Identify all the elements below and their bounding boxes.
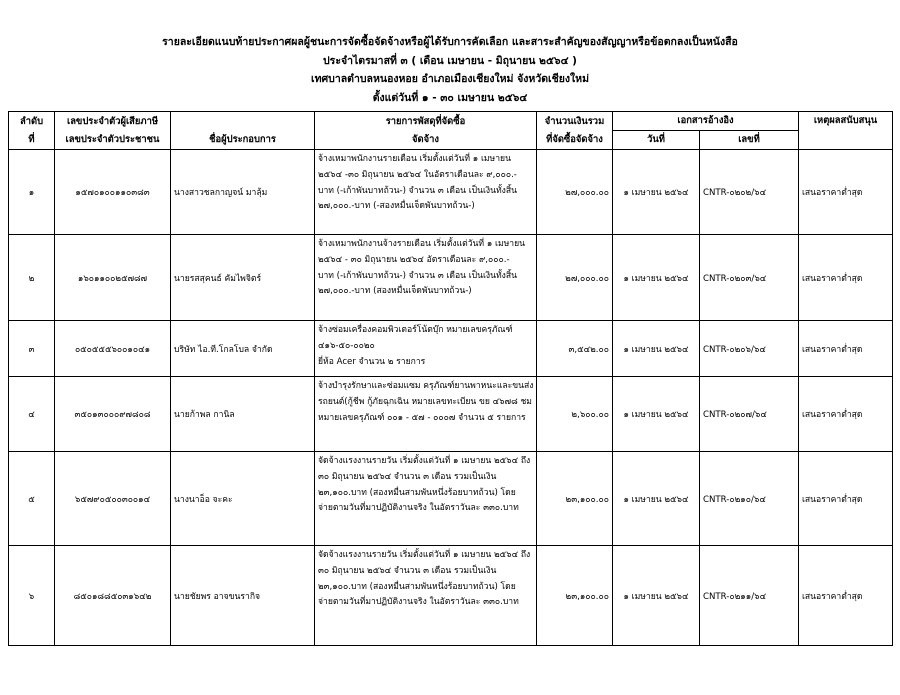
row-detail-line: หมายเลขครุภัณฑ์ ๐๐๑ - ๕๗ - ๐๐๐๗ จำนวน ๕ รายการ — [318, 412, 526, 423]
row-order-cell: ๓ — [9, 321, 55, 377]
row-detail-cell — [315, 546, 537, 646]
row-amount-cell: ๒,๖๐๐.๐๐ — [537, 377, 613, 452]
table-row — [9, 452, 893, 546]
col-order-label-1: ลำดับ — [19, 115, 44, 127]
row-detail-line: จ่ายตามวันที่มาปฏิบัติงานจริง ในอัตราวันละ ๓๓๐.บาท — [318, 597, 519, 608]
row-date-cell: ๑ เมษายน ๒๕๖๔ — [613, 321, 700, 377]
table-row — [9, 546, 893, 646]
row-taxid-cell: ๘๕๐๑๘๘๕๐๓๑๖๔๒ — [55, 546, 171, 646]
row-order-cell: ๕ — [9, 452, 55, 546]
row-detail-line: รถยนต์(กู้ชีพ กู้ภัยฉุกเฉิน หมายเลขทะเบียน ขย ๔๖๗๘ ชม — [318, 396, 532, 407]
row-taxid-cell: ๑๖๐๑๑๐๐๒๕๗๘๗ — [55, 235, 171, 321]
table-header-row-1 — [9, 112, 893, 131]
row-detail-line: ๒๗,๐๐๐.-บาท (สองหมื่นเจ็ดพันบาทถ้วน-) — [318, 286, 472, 297]
row-detail-line: จัดจ้างแรงงานรายวัน เริ่มตั้งแต่วันที่ ๑ เมษายน ๒๕๖๔ ถึง — [318, 550, 531, 560]
row-reason-cell: เสนอราคาต่ำสุด — [799, 377, 893, 452]
row-order-cell: ๔ — [9, 377, 55, 452]
row-amount-cell: ๒๗,๐๐๐.๐๐ — [537, 235, 613, 321]
col-reason-header: เหตุผลสนับสนุน — [799, 112, 893, 150]
row-amount-cell: ๒๓,๑๐๐.๐๐ — [537, 452, 613, 546]
row-detail-line: จ่ายตามวันที่มาปฏิบัติงานจริง ในอัตราวันละ ๓๓๐.บาท — [318, 503, 519, 514]
row-date-cell: ๑ เมษายน ๒๕๖๔ — [613, 452, 700, 546]
col-vendor-label: ชื่อผู้ประกอบการ — [209, 134, 276, 145]
row-order-cell: ๖ — [9, 546, 55, 646]
header-organization: เทศบาลตำบลหนองหอย อำเภอเมืองเชียงใหม่ จังหวัดเชียงใหม่ — [310, 73, 589, 85]
row-vendor-cell: นางสาวชลกาญจน์ มาลุ้ม — [171, 150, 315, 235]
procurement-table — [8, 111, 893, 646]
col-ref-no-header: เลขที่ — [700, 131, 799, 150]
row-ref-no-cell: CNTR-๐๒๐๖/๖๔ — [700, 321, 799, 377]
row-amount-cell: ๓,๕๔๒.๐๐ — [537, 321, 613, 377]
col-taxid-label-1: เลขประจำตัวผู้เสียภาษี — [66, 115, 159, 127]
header-title: รายละเอียดแนบท้ายประกาศผลผู้ชนะการจัดซื้อจัดจ้างหรือผู้ได้รับการคัดเลือก และสาระสำคัญของสัญญาหรือข้อตกลงเป็นหนังสือ — [162, 36, 738, 48]
row-date-cell: ๑ เมษายน ๒๕๖๔ — [613, 150, 700, 235]
row-detail-line: ๓๐ มิถุนายน ๒๕๖๔ จำนวน ๓ เดือน รวมเป็นเงิน — [318, 471, 497, 482]
table-row — [9, 377, 893, 452]
row-detail-cell — [315, 377, 537, 452]
row-ref-no-cell: CNTR-๐๒๐๓/๖๔ — [700, 235, 799, 321]
row-vendor-cell: นายชัยพร อาจขนรากิจ — [171, 546, 315, 646]
row-detail-line: จัดจ้างแรงงานรายวัน เริ่มตั้งแต่วันที่ ๑ เมษายน ๒๕๖๔ ถึง — [318, 456, 531, 466]
table-body — [9, 150, 893, 646]
row-vendor-cell: นางนาอ็อ จะคะ — [171, 452, 315, 546]
row-detail-line: ๒๕๖๔ -๓๐ มิถุนายน ๒๕๖๔ ในอัตราเดือนละ ๙,๐๐๐.- — [318, 169, 517, 180]
header-quarter: ประจำไตรมาสที่ ๓ ( เดือน เมษายน - มิถุนายน ๒๕๖๔ ) — [323, 54, 577, 67]
row-detail-line: ยี่ห้อ Acer จำนวน ๒ รายการ — [318, 356, 426, 367]
col-items-header — [315, 112, 537, 150]
col-amount-header — [537, 112, 613, 150]
row-detail-line: บาท (-เก้าพันบาทถ้วน-) จำนวน ๓ เดือน เป็นเงินทั้งสิ้น — [318, 185, 517, 196]
row-taxid-cell: ๓๕๐๑๓๐๐๐๙๗๘๐๘ — [55, 377, 171, 452]
row-taxid-cell: ๐๕๐๕๕๕๖๐๐๑๐๔๑ — [55, 321, 171, 377]
row-detail-line: ๒๓,๑๐๐.บาท (สองหมื่นสามพันหนึ่งร้อยบาทถ้วน) โดย — [318, 487, 516, 498]
row-detail-line: ๔๑๖-๕๐-๐๐๒๐ — [318, 340, 375, 351]
row-order-cell: ๒ — [9, 235, 55, 321]
row-taxid-cell: ๑๕๗๐๑๐๐๑๑๐๓๘๓ — [55, 150, 171, 235]
row-vendor-cell: บริษัท ไอ.ที.โกลโบล จำกัด — [171, 321, 315, 377]
row-detail-line: ๒๗,๐๐๐.-บาท (-สองหมื่นเจ็ดพันบาทถ้วน-) — [318, 201, 475, 212]
row-detail-line: จ้างเหมาพนักงานจ้างรายเดือน เริ่มตั้งแต่วันที่ ๑ เมษายน — [318, 239, 526, 249]
col-amount-label-1: จำนวนเงินรวม — [544, 115, 605, 127]
col-reference-group-header: เอกสารอ้างอิง — [613, 112, 799, 131]
row-detail-line: จ้างเหมาพนักงานรายเดือน เริ่มตั้งแต่วันที่ ๑ เมษายน — [318, 154, 511, 164]
row-amount-cell: ๒๓,๑๐๐.๐๐ — [537, 546, 613, 646]
row-reason-cell: เสนอราคาต่ำสุด — [799, 150, 893, 235]
row-detail-line: ๒๓,๑๐๐.บาท (สองหมื่นสามพันหนึ่งร้อยบาทถ้วน) โดย — [318, 581, 516, 592]
col-vendor-header — [171, 112, 315, 150]
row-detail-line: บาท (-เก้าพันบาทถ้วน-) จำนวน ๓ เดือน เป็นเงินทั้งสิ้น — [318, 270, 517, 281]
row-date-cell: ๑ เมษายน ๒๕๖๔ — [613, 235, 700, 321]
table-row — [9, 235, 893, 321]
row-taxid-cell: ๖๕๗๙๐๕๐๐๓๐๐๑๔ — [55, 452, 171, 546]
row-date-cell: ๑ เมษายน ๒๕๖๔ — [613, 377, 700, 452]
row-date-cell: ๑ เมษายน ๒๕๖๔ — [613, 546, 700, 646]
row-detail-cell — [315, 321, 537, 377]
row-detail-cell — [315, 452, 537, 546]
row-ref-no-cell: CNTR-๐๒๑๑/๖๔ — [700, 546, 799, 646]
row-vendor-cell: นายรสสุคนธ์ คัมไพจิตร์ — [171, 235, 315, 321]
col-taxid-header — [55, 112, 171, 150]
row-order-cell: ๑ — [9, 150, 55, 235]
table-row — [9, 321, 893, 377]
row-detail-cell — [315, 235, 537, 321]
row-detail-line: ๓๐ มิถุนายน ๒๕๖๔ จำนวน ๓ เดือน รวมเป็นเงิน — [318, 565, 497, 576]
col-order-label-2: ที่ — [28, 133, 35, 145]
row-vendor-cell: นายก้าพล กานิล — [171, 377, 315, 452]
col-order-header — [9, 112, 55, 150]
table-row — [9, 150, 893, 235]
row-reason-cell: เสนอราคาต่ำสุด — [799, 452, 893, 546]
col-amount-label-2: ที่จัดซื้อจัดจ้าง — [546, 133, 603, 145]
row-detail-line: ๒๕๖๔ - ๓๐ มิถุนายน ๒๕๖๔ อัตราเดือนละ ๙,๐๐๐.- — [318, 254, 510, 265]
col-items-label-1: รายการพัสดุที่จัดซื้อ — [385, 115, 466, 127]
row-reason-cell: เสนอราคาต่ำสุด — [799, 235, 893, 321]
col-ref-date-header: วันที่ — [613, 131, 700, 150]
header-date-range: ตั้งแต่วันที่ ๑ - ๓๐ เมษายน ๒๕๖๔ — [372, 91, 528, 104]
row-amount-cell: ๒๗,๐๐๐.๐๐ — [537, 150, 613, 235]
row-ref-no-cell: CNTR-๐๒๑๐/๖๔ — [700, 452, 799, 546]
row-detail-cell — [315, 150, 537, 235]
row-ref-no-cell: CNTR-๐๒๐๗/๖๔ — [700, 377, 799, 452]
col-items-label-2: จัดจ้าง — [412, 133, 439, 145]
col-taxid-label-2: เลขประจำตัวประชาชน — [65, 133, 160, 145]
row-detail-line: จ้างบำรุงรักษาและซ่อมแซม ครุภัณฑ์ยานพาหนะและขนส่ง — [318, 381, 534, 391]
row-reason-cell: เสนอราคาต่ำสุด — [799, 321, 893, 377]
row-detail-line: จ้างซ่อมเครื่องคอมพิวเตอร์โน้ตบุ๊ก หมายเลขครุภัณฑ์ — [318, 325, 513, 335]
document-header — [0, 33, 900, 107]
row-reason-cell: เสนอราคาต่ำสุด — [799, 546, 893, 646]
row-ref-no-cell: CNTR-๐๒๐๒/๖๔ — [700, 150, 799, 235]
